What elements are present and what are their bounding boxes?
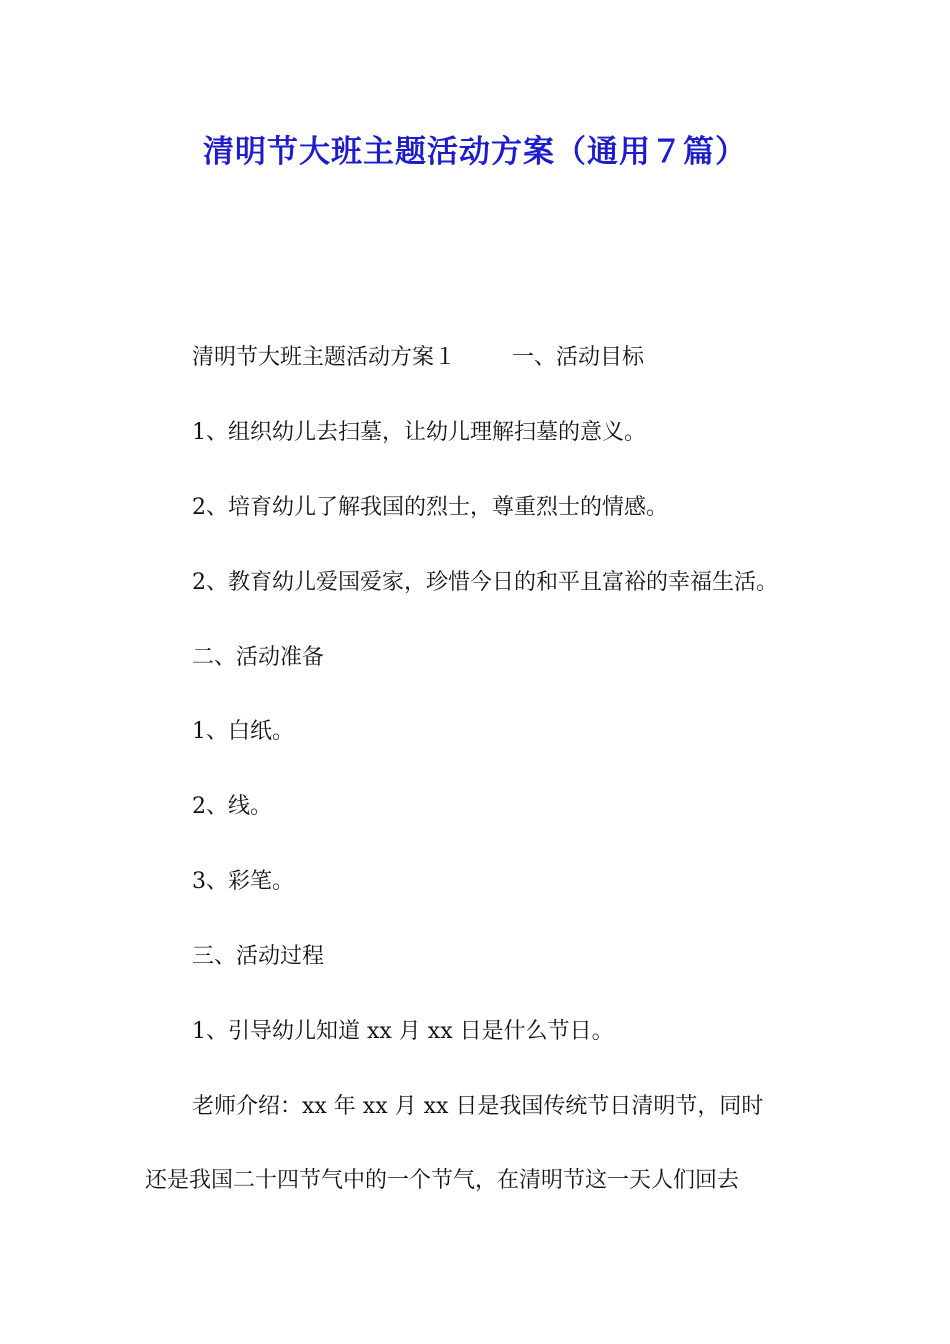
section-heading: 三、活动过程	[192, 944, 325, 969]
document-title: 清明节大班主题活动方案（通用７篇）	[203, 134, 747, 170]
paragraph-line: 1、白纸。	[192, 719, 294, 744]
paragraph-line: 还是我国二十四节气中的一个节气，在清明节这一天人们回去	[145, 1168, 740, 1193]
paragraph-line: 2、教育幼儿爱国爱家，珍惜今日的和平且富裕的幸福生活。	[192, 570, 778, 595]
paragraph-line: 1、组织幼儿去扫墓，让幼儿理解扫墓的意义。	[192, 420, 646, 445]
section-heading: 二、活动准备	[192, 645, 325, 670]
paragraph-line: 2、线。	[192, 794, 272, 819]
section-heading: 一、活动目标	[512, 345, 645, 370]
paragraph-line: 2、培育幼儿了解我国的烈士，尊重烈士的情感。	[192, 495, 668, 520]
paragraph-line: 老师介绍：xx 年 xx 月 xx 日是我国传统节日清明节，同时	[192, 1094, 764, 1119]
paragraph-line: 3、彩笔。	[192, 869, 294, 894]
section-heading-line	[192, 340, 644, 376]
paragraph-line: 1、引导幼儿知道 xx 月 xx 日是什么节日。	[192, 1019, 614, 1044]
plan-heading: 清明节大班主题活动方案１	[192, 345, 457, 370]
